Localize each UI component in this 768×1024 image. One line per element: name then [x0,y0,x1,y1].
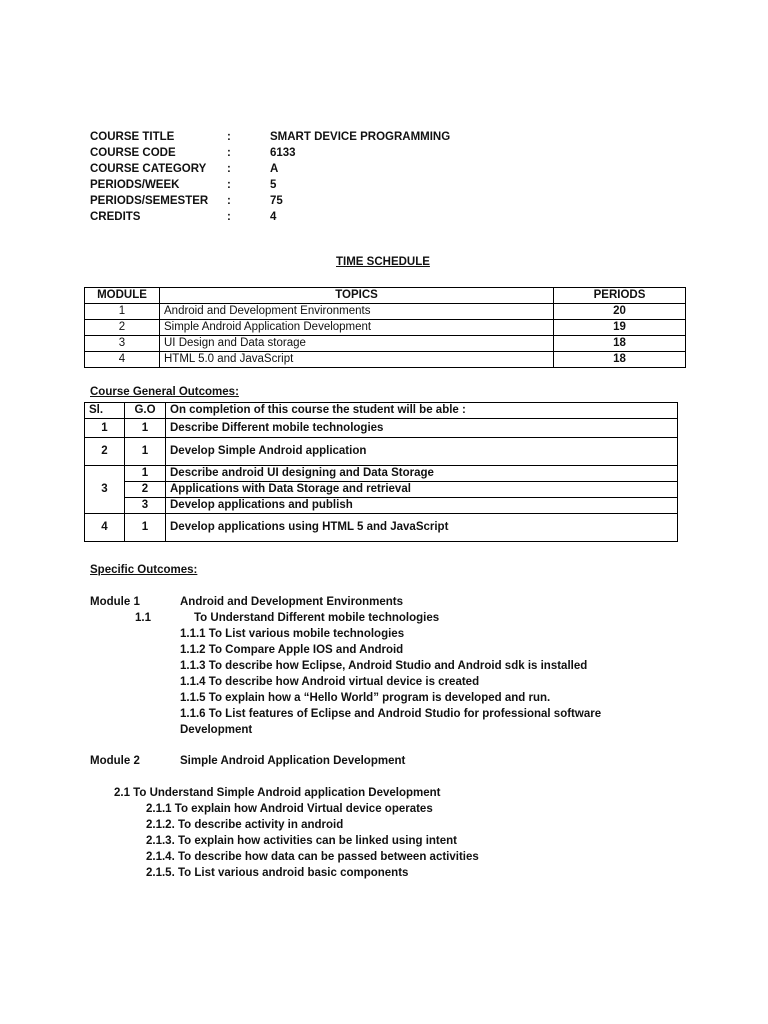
info-colon: : [227,195,231,207]
module-1-title: Android and Development Environments [180,596,403,608]
table-row [85,320,686,336]
info-colon: : [227,211,231,223]
column-header: TOPICS [160,288,554,304]
specific-outcomes-title: Specific Outcomes: [90,564,198,576]
module-2-title: Simple Android Application Development [180,755,406,767]
periods-cell: 18 [554,352,686,368]
info-row-category [90,161,450,177]
info-value: 4 [270,211,277,223]
column-header: On completion of this course the student will be able : [166,403,678,419]
go-cell: 2 [125,482,166,498]
info-label: CREDITS [90,211,141,223]
module-1-sub-heading: To Understand Different mobile technologies [194,612,440,624]
info-row-periods-week [90,177,450,193]
info-row-credits [90,209,450,225]
outcome-cell: Develop applications using HTML 5 and JavaScript [166,514,678,542]
info-value: A [270,163,279,175]
info-colon: : [227,163,231,175]
table-row [85,336,686,352]
column-header: G.O [125,403,166,419]
module-2-label: Module 2 [90,755,140,767]
table-header-row [85,288,686,304]
module-1-label: Module 1 [90,596,140,608]
go-cell: 1 [125,419,166,438]
sl-cell: 3 [85,466,125,514]
outcome-cell: Develop applications and publish [166,498,678,514]
outcome-item: 1.1.5 To explain how a “Hello World” program is developed and run. [180,692,551,704]
go-cell: 1 [125,466,166,482]
info-value: 6133 [270,147,296,159]
time-schedule-table [84,287,686,368]
table-header-row [85,403,678,419]
periods-cell: 18 [554,336,686,352]
info-row-periods-semester [90,193,450,209]
module-cell: 1 [85,304,160,320]
info-label: COURSE CODE [90,147,176,159]
column-header: Sl. [85,403,125,419]
outcome-item: 2.1.1 To explain how Android Virtual device operates [146,803,433,815]
outcome-cell: Develop Simple Android application [166,438,678,466]
periods-cell: 19 [554,320,686,336]
info-colon: : [227,131,231,143]
module-cell: 2 [85,320,160,336]
outcome-item: 2.1.3. To explain how activities can be linked using intent [146,835,457,847]
table-row [85,498,678,514]
sl-cell: 1 [85,419,125,438]
sl-cell: 4 [85,514,125,542]
info-label: PERIODS/WEEK [90,179,180,191]
outcome-item: 2.1.4. To describe how data can be passed between activities [146,851,479,863]
table-row [85,482,678,498]
outcome-item: 1.1.6 To List features of Eclipse and Android Studio for professional software [180,708,602,720]
course-outcomes-table [84,402,678,542]
info-value: 5 [270,179,277,191]
table-row [85,466,678,482]
course-outcomes-title: Course General Outcomes: [90,386,239,398]
table-row [85,304,686,320]
topic-cell: HTML 5.0 and JavaScript [160,352,554,368]
go-cell: 1 [125,514,166,542]
outcome-item: 1.1.4 To describe how Android virtual device is created [180,676,480,688]
outcome-item: 1.1.3 To describe how Eclipse, Android Studio and Android sdk is installed [180,660,588,672]
table-row [85,419,678,438]
module-cell: 3 [85,336,160,352]
info-colon: : [227,179,231,191]
outcome-item: 1.1.2 To Compare Apple IOS and Android [180,644,404,656]
table-row [85,514,678,542]
time-schedule-title: TIME SCHEDULE [336,256,430,268]
outcome-cell: Describe Different mobile technologies [166,419,678,438]
go-cell: 1 [125,438,166,466]
info-value: 75 [270,195,283,207]
topic-cell: UI Design and Data storage [160,336,554,352]
info-row-code [90,145,450,161]
column-header: MODULE [85,288,160,304]
module-cell: 4 [85,352,160,368]
outcome-cell: Describe android UI designing and Data Storage [166,466,678,482]
outcome-item: 2.1.2. To describe activity in android [146,819,344,831]
info-colon: : [227,147,231,159]
column-header: PERIODS [554,288,686,304]
sl-cell: 2 [85,438,125,466]
table-row [85,438,678,466]
outcome-item: 2.1.5. To List various android basic components [146,867,409,879]
course-info [90,129,450,225]
go-cell: 3 [125,498,166,514]
info-label: COURSE TITLE [90,131,175,143]
table-row [85,352,686,368]
outcome-item: 1.1.1 To List various mobile technologies [180,628,405,640]
info-label: PERIODS/SEMESTER [90,195,209,207]
info-row-title [90,129,450,145]
topic-cell: Simple Android Application Development [160,320,554,336]
module-2-sub-heading: 2.1 To Understand Simple Android application Development [114,787,441,799]
outcome-cell: Applications with Data Storage and retrieval [166,482,678,498]
module-1-sub-number: 1.1 [135,612,151,624]
periods-cell: 20 [554,304,686,320]
topic-cell: Android and Development Environments [160,304,554,320]
info-value: SMART DEVICE PROGRAMMING [270,131,451,143]
outcome-item-continuation: Development [180,724,253,736]
info-label: COURSE CATEGORY [90,163,207,175]
